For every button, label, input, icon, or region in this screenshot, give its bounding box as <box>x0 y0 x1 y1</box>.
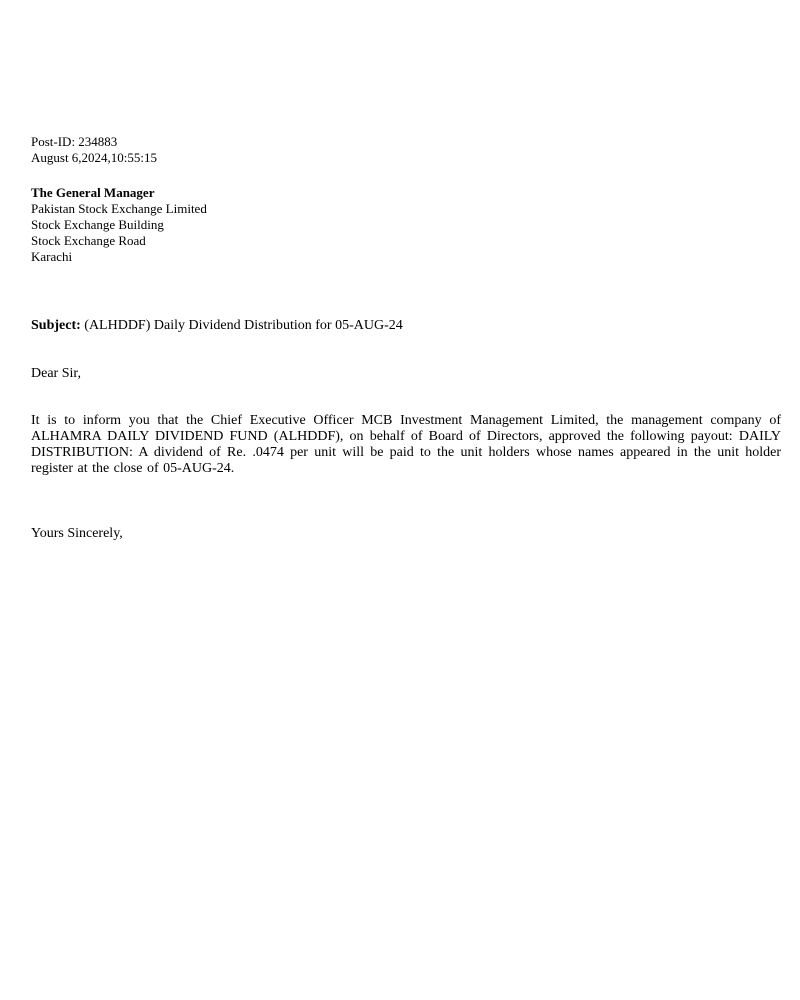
recipient-line: Pakistan Stock Exchange Limited <box>31 201 207 216</box>
datetime: August 6,2024,10:55:15 <box>31 150 158 165</box>
recipient-line: Stock Exchange Building <box>31 217 164 232</box>
recipient-line: Stock Exchange Road <box>31 233 146 248</box>
recipient-line: Karachi <box>31 249 73 264</box>
subject-line <box>31 317 781 335</box>
closing: Yours Sincerely, <box>31 526 123 541</box>
recipient-title: The General Manager <box>31 185 155 200</box>
meta-block <box>31 134 781 166</box>
salutation: Dear Sir, <box>31 366 81 381</box>
post-id: Post-ID: 234883 <box>31 134 118 149</box>
subject-text: (ALHDDF) Daily Dividend Distribution for 05-AUG-24 <box>80 318 403 333</box>
subject-label: Subject: <box>31 318 81 333</box>
recipient-block <box>31 185 781 265</box>
body-paragraph: It is to inform you that the Chief Executive Officer MCB Investment Management Limited, the management company of ALHAMRA DAILY DIVIDEND FUND (ALHDDF), on behalf of Board of Directors, approved the following payout: DAILY DISTRIBUTION: A dividend of Re. .0474 per unit will be paid to the unit holders whose names appeared in the unit holder register at the close of 05-AUG-24. <box>31 413 781 476</box>
